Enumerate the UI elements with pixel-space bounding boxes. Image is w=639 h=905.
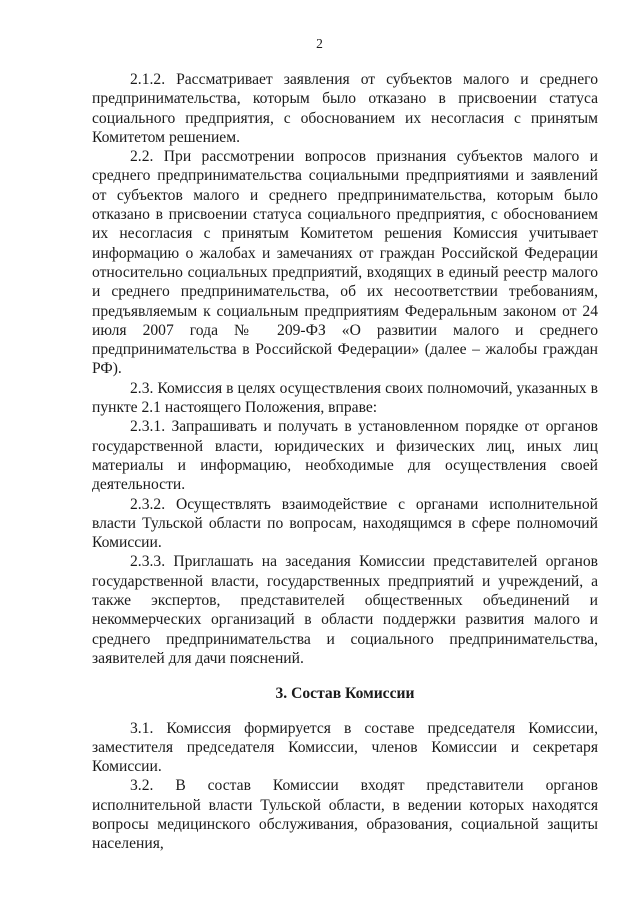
section-heading: 3. Состав Комиссии [275,685,415,703]
paragraph-2-2: 2.2. При рассмотрении вопросов признания субъектов малого и среднего предпринимательства социальными предприятиями и заявлений от субъектов малого и среднего предпринимательства, которым было отказано в присвоении статуса социального предприятия, с обоснованием их несогласия с принятым Комитетом решения Комиссия учитывает информацию о жалобах и замечаниях от граждан Российской Федерации относительно социальных предприятий, входящих в единый реестр малого и среднего предпринимательства, об их несоответствии требованиям, предъявляемым к социальным предприятиям Федеральным законом от 24 июля 2007 года № 209-ФЗ «О развитии малого и среднего предпринимательства в Российской Федерации» (далее – жалобы граждан РФ). [92,148,598,378]
page-number: 2 [316,36,323,51]
paragraph-2-3-2: 2.3.2. Осуществлять взаимодействие с органами исполнительной власти Тульской области по вопросам, находящимся в сфере полномочий Комиссии. [92,495,598,552]
paragraph-2-3: 2.3. Комиссия в целях осуществления своих полномочий, указанных в пункте 2.1 настоящего Положения, вправе: [92,379,598,417]
paragraph-3-1: 3.1. Комиссия формируется в составе председателя Комиссии, заместителя председателя Комиссии, членов Комиссии и секретаря Комиссии. [92,719,598,776]
paragraph-2-3-3: 2.3.3. Приглашать на заседания Комиссии представителей органов государственной власти, государственных предприятий и учреждений, а также экспертов, представителей общественных объединений и некоммерческих организаций в области поддержки развития малого и среднего предпринимательства и социального предпринимательства, заявителей для дачи пояснений. [92,553,598,667]
paragraph-3-2: 3.2. В состав Комиссии входят представители органов исполнительной власти Тульской области, в ведении которых находятся вопросы медицинского обслуживания, образования, социальной защиты населения, [92,777,598,853]
document-body [92,70,598,854]
paragraph-2-3-1: 2.3.1. Запрашивать и получать в установленном порядке от органов государственной власти, юридических и физических лиц, иных лиц материалы и информацию, необходимые для осуществления своей деятельности. [92,418,598,494]
paragraph-2-1-2: 2.1.2. Рассматривает заявления от субъектов малого и среднего предпринимательства, которым было отказано в присвоении статуса социального предприятия, с обоснованием их несогласия с принятым Комитетом решением. [92,71,598,146]
